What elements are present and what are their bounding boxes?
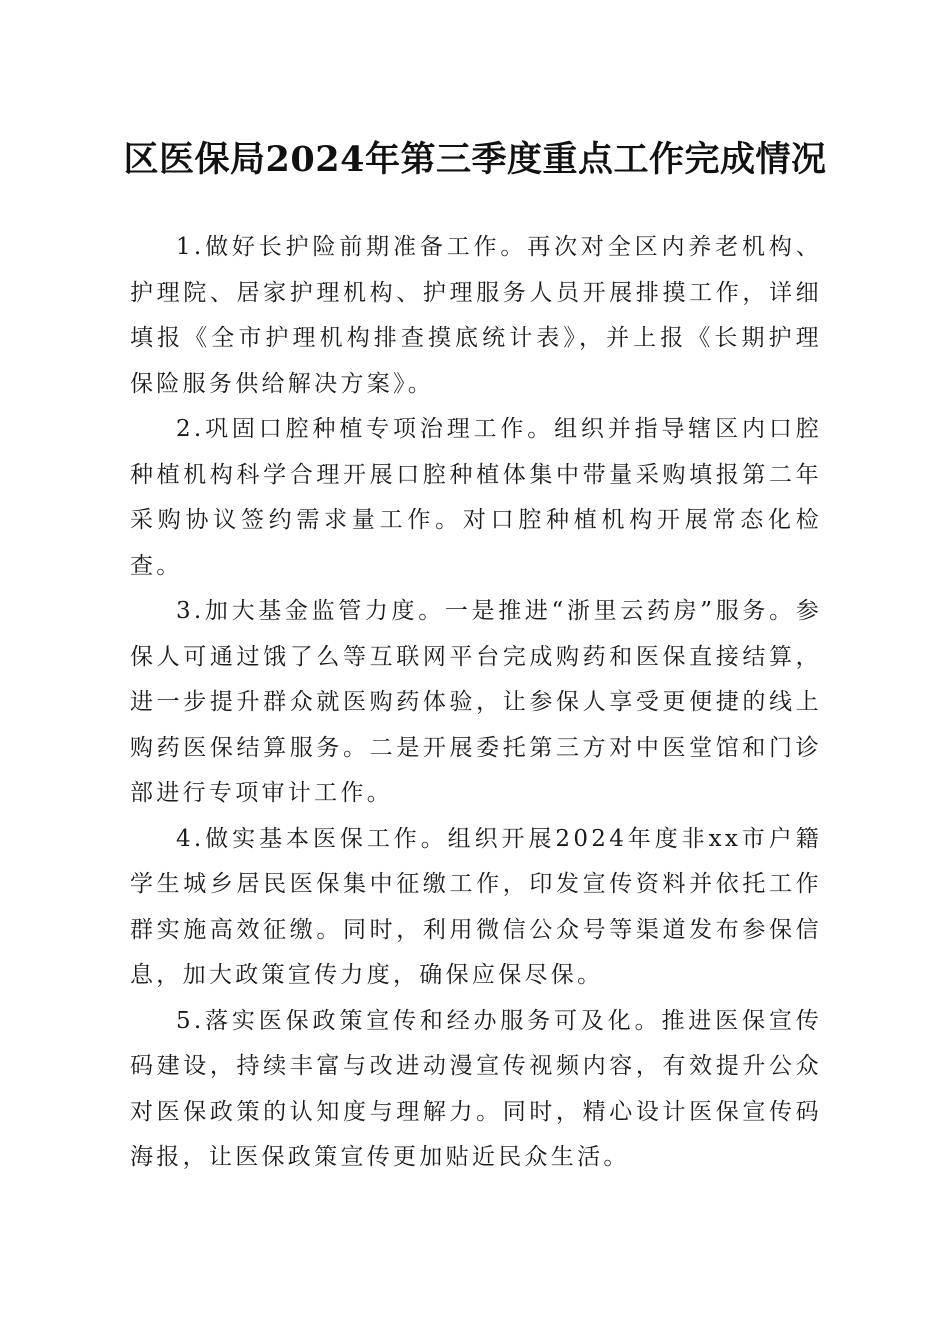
paragraph-3: 3.加大基金监管力度。一是推进“浙里云药房”服务。参保人可通过饿了么等互联网平台完成购药和医保直接结算，进一步提升群众就医购药体验，让参保人享受更便捷的线上购药医保结算服务。二是开展委托第三方对中医堂馆和门诊部进行专项审计工作。 — [130, 598, 822, 806]
paragraph-1: 1.做好长护险前期准备工作。再次对全区内养老机构、护理院、居家护理机构、护理服务人员开展排摸工作，详细填报《全市护理机构排查摸底统计表》，并上报《长期护理保险服务供给解决方案》。 — [130, 234, 822, 397]
document-body — [130, 225, 822, 1181]
paragraph-4: 4.做实基本医保工作。组织开展2024年度非xx市户籍学生城乡居民医保集中征缴工作，印发宣传资料并依托工作群实施高效征缴。同时，利用微信公众号等渠道发布参保信息，加大政策宣传力度，确保应保尽保。 — [130, 825, 822, 988]
paragraph-2: 2.巩固口腔种植专项治理工作。组织并指导辖区内口腔种植机构科学合理开展口腔种植体集中带量采购填报第二年采购协议签约需求量工作。对口腔种植机构开展常态化检查。 — [130, 416, 822, 579]
document-title: 区医保局2024年第三季度重点工作完成情况 — [123, 139, 827, 180]
paragraph-5: 5.落实医保政策宣传和经办服务可及化。推进医保宣传码建设，持续丰富与改进动漫宣传视频内容，有效提升公众对医保政策的认知度与理解力。同时，精心设计医保宣传码海报，让医保政策宣传更加贴近民众生活。 — [130, 1007, 822, 1170]
